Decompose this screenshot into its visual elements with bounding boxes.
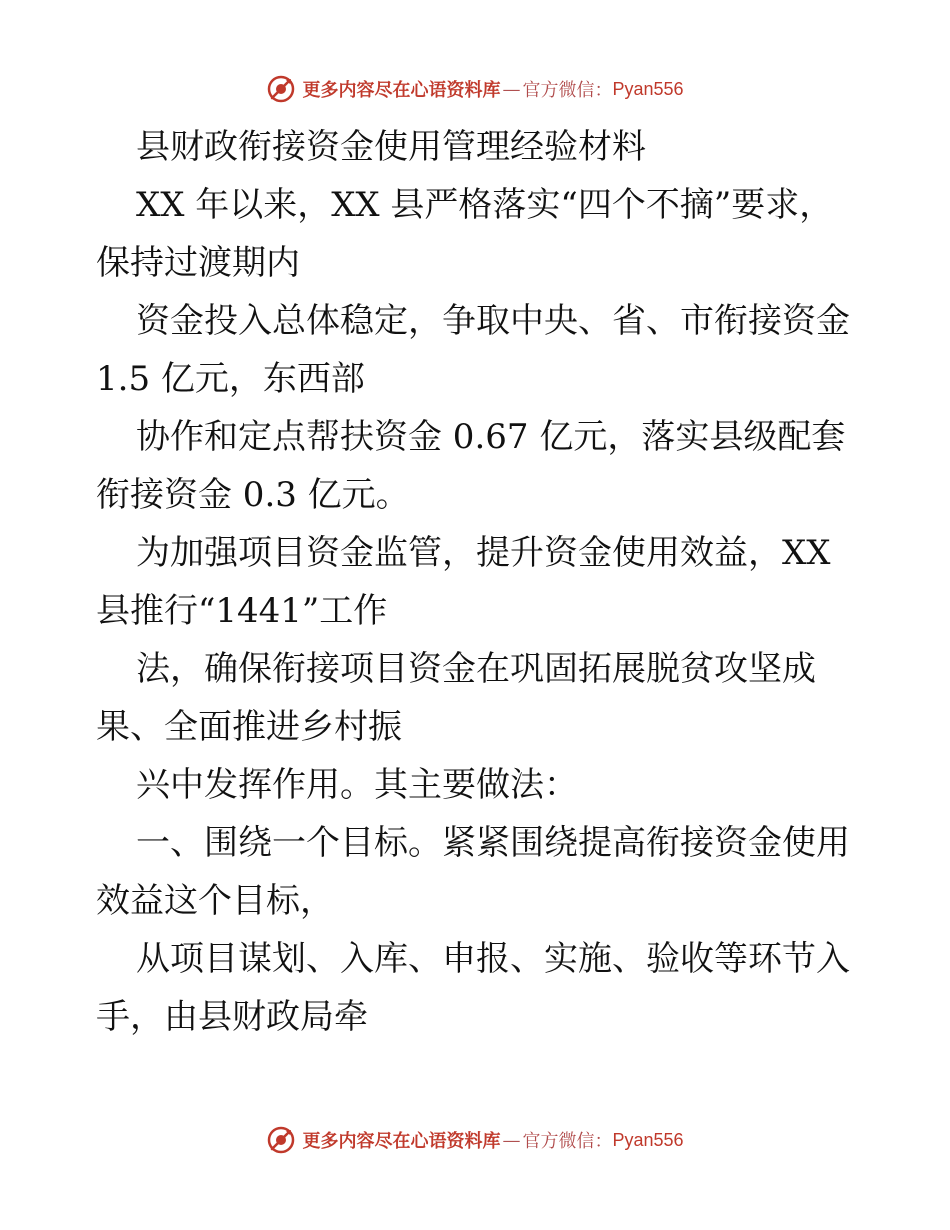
paragraph-line: 1.5 亿元，东西部 [96, 359, 365, 399]
header-watermark [0, 72, 950, 106]
paragraph-line: 一、围绕一个目标。紧紧围绕提高衔接资金使用 [136, 823, 850, 863]
footer-wechat-label: 官方微信： [522, 1131, 613, 1152]
paragraph-line: 资金投入总体稳定，争取中央、省、市衔接资金 [136, 301, 850, 341]
paragraph-line: 衔接资金 0.3 亿元。 [96, 475, 410, 515]
paragraph-line: 果、全面推进乡村振 [96, 707, 402, 747]
document-body [96, 118, 856, 1046]
footer-watermark [0, 1123, 950, 1157]
header-brand-text: 更多内容尽在心语资料库 [302, 80, 501, 101]
paragraph-line: 手，由县财政局牵 [96, 997, 368, 1037]
paragraph-line: 兴中发挥作用。其主要做法： [136, 765, 578, 805]
header-separator: — [502, 78, 521, 100]
footer-wechat-id: Pyan556 [612, 1129, 684, 1150]
paragraph-line: 保持过渡期内 [96, 243, 300, 283]
document-title: 县财政衔接资金使用管理经验材料 [136, 127, 646, 167]
footer-separator: — [502, 1129, 521, 1151]
paragraph-line: 法，确保衔接项目资金在巩固拓展脱贫攻坚成 [136, 649, 816, 689]
paragraph-line: 从项目谋划、入库、申报、实施、验收等环节入 [136, 939, 850, 979]
paragraph-line: XX 年以来，XX 县严格落实“四个不摘”要求， [136, 185, 834, 225]
header-wechat-label: 官方微信： [522, 80, 613, 101]
footer-brand-text: 更多内容尽在心语资料库 [302, 1131, 501, 1152]
paragraph-line: 为加强项目资金监管，提升资金使用效益，XX [136, 533, 831, 573]
brand-logo-icon [266, 1125, 296, 1155]
paragraph-line: 县推行“1441”工作 [96, 591, 388, 631]
header-wechat-id: Pyan556 [612, 78, 684, 99]
brand-logo-icon [266, 74, 296, 104]
paragraph-line: 协作和定点帮扶资金 0.67 亿元，落实县级配套 [136, 417, 846, 457]
paragraph-line: 效益这个目标， [96, 881, 334, 921]
